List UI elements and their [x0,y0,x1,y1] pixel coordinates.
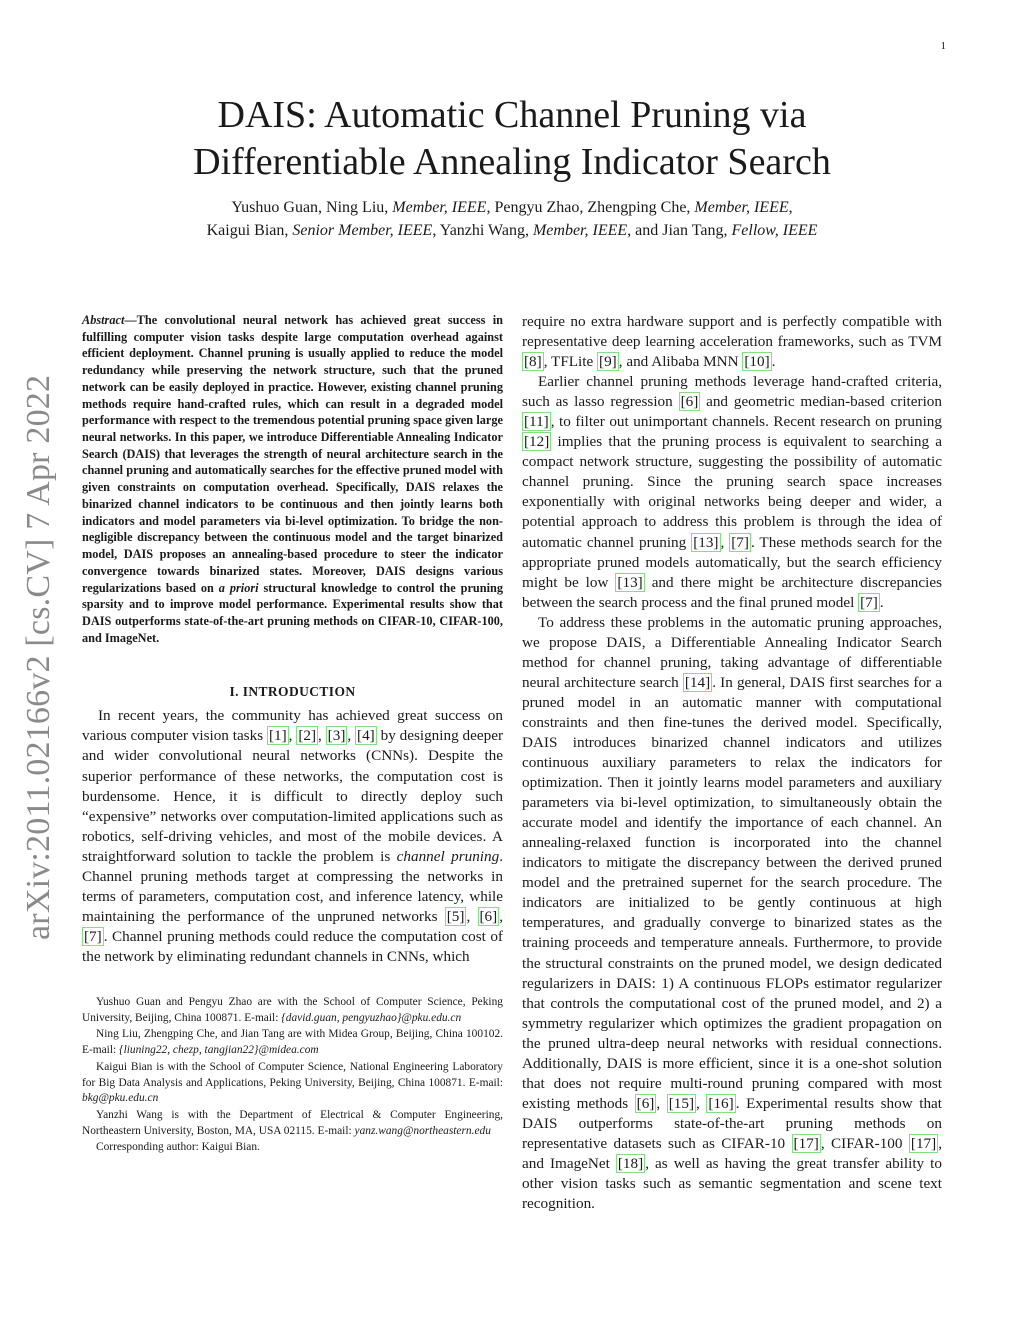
citation-link[interactable]: [13] [693,533,719,551]
body-paragraph: require no extra hardware support and is perfectly compatible with representative deep learning acceleration frameworks, such as TVM [8] , TFLite [9] , and Alibaba MNN [10] . [522,313,942,371]
right-column [522,312,942,1214]
citation-link[interactable]: [11] [524,413,549,431]
citation-link[interactable]: [7] [731,533,749,551]
footnote: Yushuo Guan and Pengyu Zhao are with the School of Computer Science, Peking University, Beijing, China 100871. E-mail: {david.guan, pengyuzhao}@pku.edu.cn [82,995,503,1024]
citation-link[interactable]: [16] [708,1094,734,1112]
citation-link[interactable]: [8] [524,353,542,371]
intro-paragraph: In recent years, the community has achieved great success on various computer vision tasks [1] , [2] , [3] , [4] by designing deeper and wider convolutional neural networks (CNNs). Despite the superior performance of these networks, the computation cost is burdensome. Hence, it is difficult to directly deploy such “expensive” networks over computation-limited applications such as robotics, self-driving vehicles, and most of the mobile devices. A straightforward solution to tackle the problem is channel pruning. Channel pruning methods target at compressing the networks in terms of parameters, computation cost, and inference latency, while maintaining the performance of the unpruned networks [5] , [6] , [7] . Channel pruning methods could reduce the computation cost of the network by eliminating redundant channels in CNNs, which [82,707,504,965]
citation-link[interactable]: [12] [524,433,550,451]
citation-link[interactable]: [6] [636,1094,655,1112]
citation-link[interactable]: [7] [84,927,102,945]
body-paragraph: To address these problems in the automatic pruning approaches, we propose DAIS, a Differentiable Annealing Indicator Search method for channel pruning, taking advantage of differentiable neural architecture search [14] . In general, DAIS first searches for a pruned model in an automatic manner with computational constraints and then fine-tunes the derived model. Specifically, DAIS introduces binarized channel indicators and utilizes continuous auxiliary parameters to relax the indicators for optimization. Then it jointly learns model parameters and auxiliary parameters via bi-level optimization, to simultaneously obtain the accurate model and identify the importance of each channel. An annealing-relaxed function is incorporated into the channel indicators to mitigate the discrepancy between the derived pruned model and the pretrained supernet for the search procedure. The indicators are initialized to be gently continuous at high temperatures, and gradually converge to binarized states as the training proceeds and temperature anneals. Furthermore, to provide the structural constraints on the pruned model, we design dedicated regularizers in DAIS: 1) A continuous FLOPs estimator regularizer that controls the computational cost of the pruned model, and 2) a symmetry regularizer which optimizes the gradient propagation on the pruned ultra-deep neural networks with residual connections. Additionally, DAIS is more efficient, since it is a one-shot solution that does not require multi-round pruning compared with most existing methods [6] , [15] , [16] . Experimental results show that DAIS outperforms state-of-the-art pruning methods on representative datasets such as CIFAR-10 [17] , CIFAR-100 [17] , and ImageNet [18] , as well as having the great transfer ability to other vision tasks such as semantic segmentation and scene text recognition. [522,613,943,1213]
citation-link[interactable]: [17] [793,1134,819,1152]
citation-link[interactable]: [2] [298,727,317,745]
citation-link[interactable]: [5] [446,907,465,925]
citation-link[interactable]: [7] [860,593,878,611]
title-line-1: DAIS: Automatic Channel Pruning via [217,94,807,136]
footnote: Corresponding author: Kaigui Bian. [96,1141,260,1154]
left-column [82,312,503,1157]
citation-link[interactable]: [14] [684,673,711,691]
citation-link[interactable]: [13] [617,573,643,591]
paper-title [100,92,924,186]
citation-link[interactable]: [3] [327,727,346,745]
citation-link[interactable]: [18] [617,1154,644,1172]
citation-link[interactable]: [17] [910,1134,937,1152]
citation-link[interactable]: [6] [479,907,498,925]
citation-link[interactable]: [1] [268,727,287,745]
title-line-2: Differentiable Annealing Indicator Search [193,141,831,183]
citation-link[interactable]: [6] [680,393,699,411]
citation-link[interactable]: [15] [668,1094,695,1112]
citation-link[interactable]: [4] [357,727,375,745]
author-line-2: Kaigui Bian, Senior Member, IEEE, Yanzhi Wang, Member, IEEE, and Jian Tang, Fellow, IEEE [206,222,818,239]
author-list [80,196,944,242]
abstract: Abstract—The convolutional neural network has achieved great success in fulfilling computer vision tasks despite large computation overhead against efficient deployment. Channel pruning is usually applied to reduce the model redundancy while preserving the network structure, such that the pruned network can be easily deployed in practice. However, existing channel pruning methods require hand-crafted rules, which can result in a degraded model performance with respect to the tremendous potential pruning space given large neural networks. In this paper, we introduce Differentiable Annealing Indicator Search (DAIS) that leverages the strength of neural architecture search in the channel pruning and automatically searches for the effective pruned model with given constraints on computation overhead. Specifically, DAIS relaxes the binarized channel indicators to be continuous and then jointly learns both indicators and model parameters via bi-level optimization. To bridge the non-negligible discrepancy between the continuous model and the target binarized model, DAIS proposes an annealing-based procedure to steer the indicator convergence towards binarized states. Moreover, DAIS designs various regularizations based on a priori structural knowledge to control the pruning sparsity and to improve model performance. Experimental results show that DAIS outperforms state-of-the-art pruning methods on CIFAR-10, CIFAR-100, and ImageNet. [82,313,503,645]
footnote: Kaigui Bian is with the School of Computer Science, National Engineering Laboratory for Big Data Analysis and Applications, Peking University, Beijing, China 100871. E-mail: bkg@pku.edu.cn [82,1060,503,1105]
arxiv-identifier-stamp: arXiv:2011.02166v2 [cs.CV] 7 Apr 2022 [20,374,57,940]
body-paragraph: Earlier channel pruning methods leverage hand-crafted criteria, such as lasso regression [6] and geometric median-based criterion [11] , to filter out unimportant channels. Recent research on pruning [12] implies that the pruning process is equivalent to searching a compact network structure, suggesting the possibility of automatic channel pruning. Since the pruning search space increases exponentially with original networks being deeper and wider, a potential approach to address this problem is through the idea of automatic channel pruning [13] , [7] . These methods search for the appropriate pruned models automatically, but the search efficiency might be low [13] and there might be architecture discrepancies between the search process and the final pruned model [7] . [522,373,942,611]
section-heading-introduction: I. INTRODUCTION [229,684,356,700]
footnote: Yanzhi Wang is with the Department of Electrical & Computer Engineering, Northeastern University, Boston, MA, USA 02115. E-mail: yanz.wang@northeastern.edu [82,1108,503,1137]
citation-link[interactable]: [10] [744,353,770,371]
author-line-1: Yushuo Guan, Ning Liu, Member, IEEE, Pengyu Zhao, Zhengping Che, Member, IEEE, [231,199,793,216]
page-number: 1 [940,40,946,52]
citation-link[interactable]: [9] [599,353,617,371]
footnote: Ning Liu, Zhengping Che, and Jian Tang are with Midea Group, Beijing, China 100102. E-mail: {liuning22, chezp, tangjian22}@midea.com [82,1028,503,1057]
abstract-label: Abstract [82,313,125,327]
author-footnotes [82,995,503,1156]
